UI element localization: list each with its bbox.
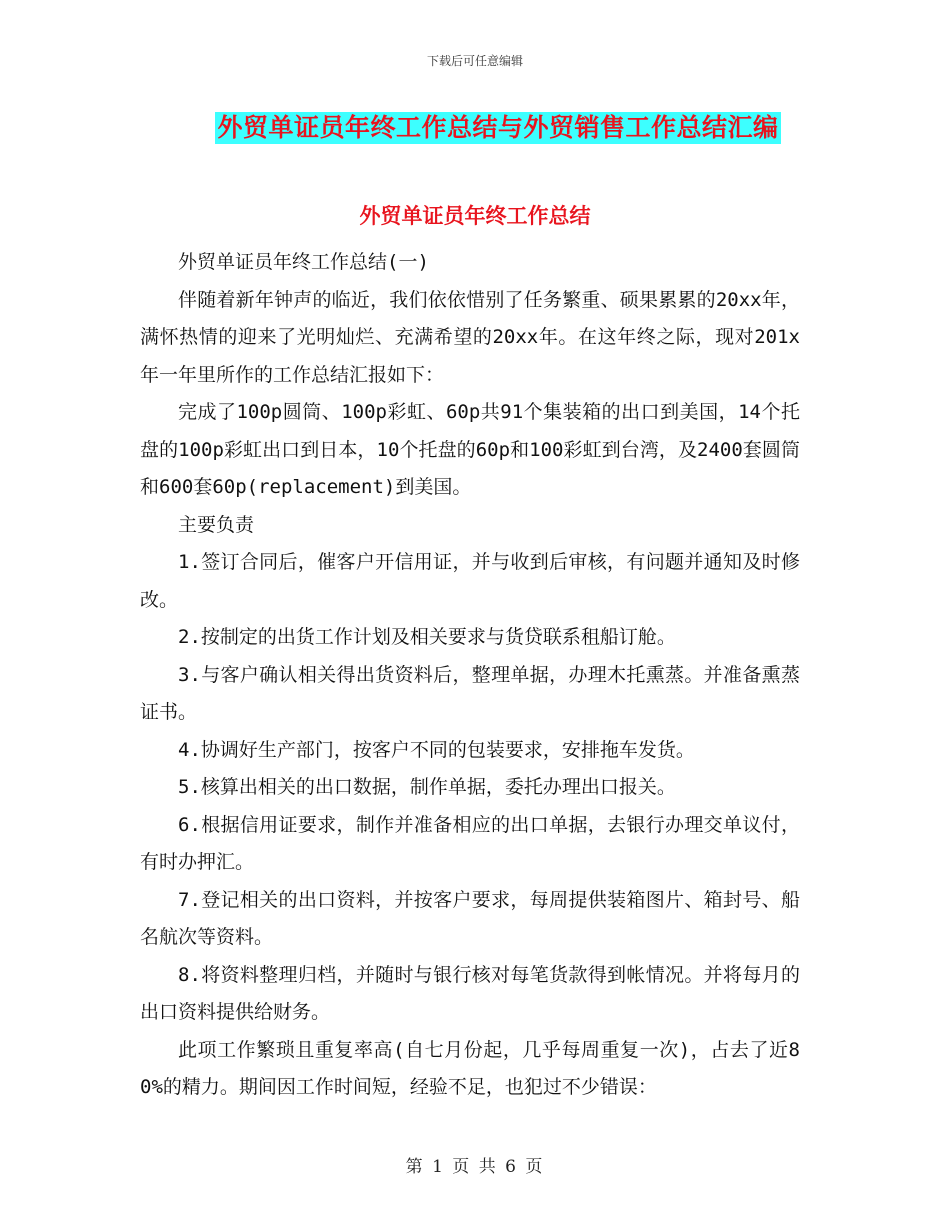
main-title-wrap: [0, 112, 950, 144]
list-item: 1.签订合同后，催客户开信用证，并与收到后审核，有问题并通知及时修改。: [140, 551, 800, 611]
header-note: 下载后可任意编辑: [426, 54, 523, 68]
paragraph-subheading: 外贸单证员年终工作总结(一): [178, 251, 429, 273]
main-title: 外贸单证员年终工作总结与外贸销售工作总结汇编: [217, 113, 779, 142]
list-item: 6.根据信用证要求，制作并准备相应的出口单据，去银行办理交单议付，有时办押汇。: [140, 813, 800, 873]
list-item: 2.按制定的出货工作计划及相关要求与货贷联系租船订舱。: [178, 626, 676, 648]
list-item: 5.核算出相关的出口数据，制作单据，委托办理出口报关。: [178, 776, 676, 798]
section-title: 外贸单证员年终工作总结: [359, 204, 591, 228]
document-body: [140, 244, 800, 1107]
paragraph-responsibilities-heading: 主要负责: [178, 513, 255, 536]
paragraph-achievements: 完成了100p圆筒、100p彩虹、60p共91个集装箱的出口到美国，14个托盘的100p彩虹出口到日本，10个托盘的60p和100彩虹到台湾，及2400套圆筒和600套60p(replacement)到美国。: [140, 401, 800, 498]
list-item: 7.登记相关的出口资料，并按客户要求，每周提供装箱图片、箱封号、船名航次等资料。: [140, 888, 800, 948]
list-item: 3.与客户确认相关得出货资料后，整理单据，办理木托熏蒸。并准备熏蒸证书。: [140, 663, 800, 723]
list-item: 8.将资料整理归档，并随时与银行核对每笔货款得到帐情况。并将每月的出口资料提供给财务。: [140, 963, 800, 1023]
list-item: 4.协调好生产部门，按客户不同的包装要求，安排拖车发货。: [178, 738, 695, 761]
page-footer: 第 1 页 共 6 页: [405, 1157, 545, 1177]
paragraph-summary: 此项工作繁琐且重复率高(自七月份起，几乎每周重复一次)，占去了近80%的精力。期间因工作时间短，经验不足，也犯过不少错误：: [140, 1038, 800, 1098]
paragraph-intro: 伴随着新年钟声的临近，我们依依惜别了任务繁重、硕果累累的20xx年，满怀热情的迎来了光明灿烂、充满希望的20xx年。在这年终之际，现对201x年一年里所作的工作总结汇报如下：: [140, 288, 800, 386]
